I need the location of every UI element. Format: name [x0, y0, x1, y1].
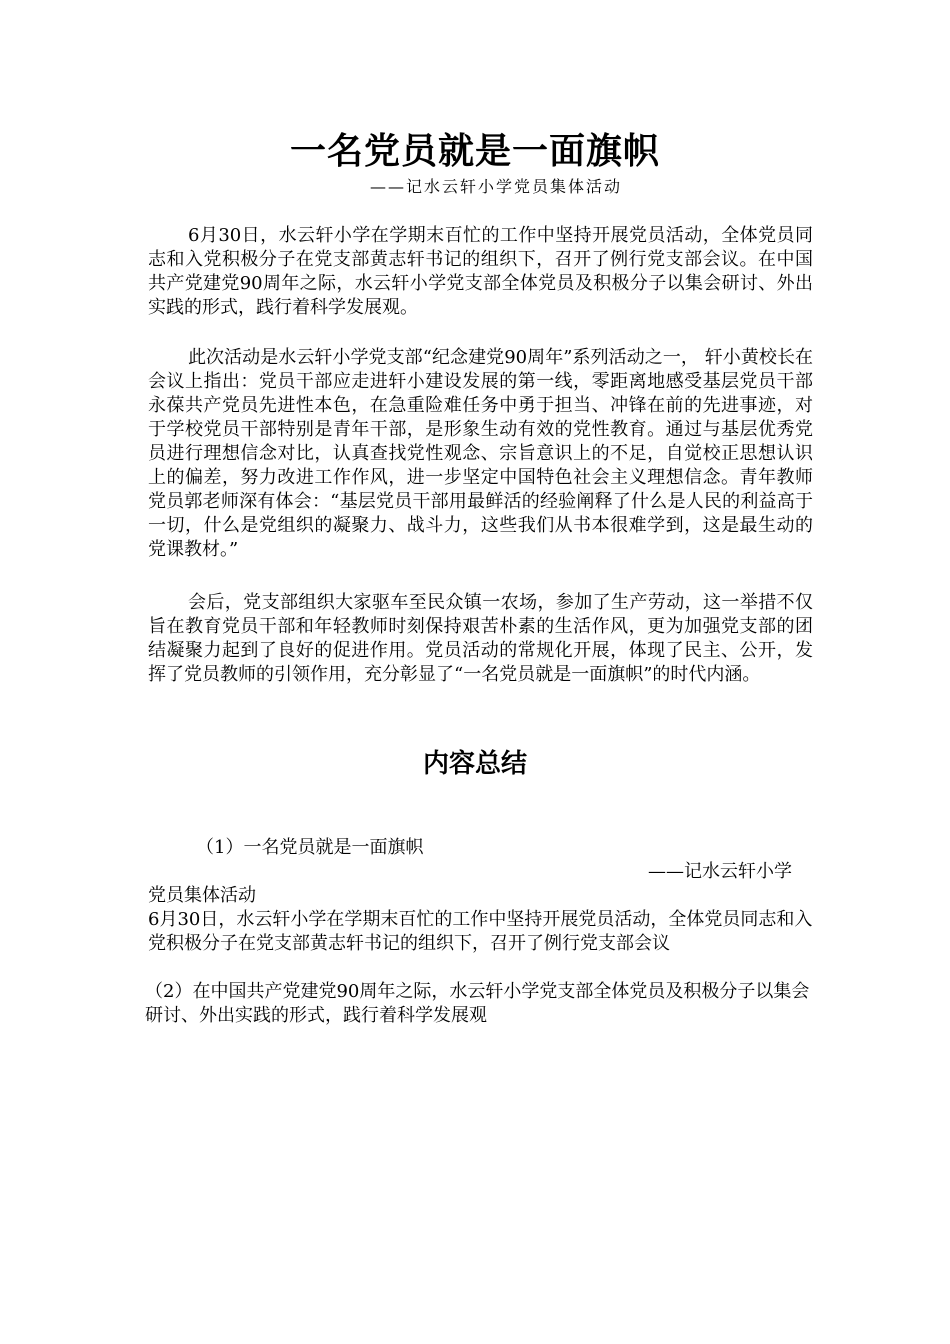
- summary-item-1: （1）一名党员就是一面旗帜: [196, 837, 424, 858]
- document-subtitle: ——记水云轩小学党员集体活动: [370, 177, 623, 196]
- summary-item-1-continuation: 党员集体活动: [148, 885, 256, 906]
- summary-item-1-text: 6月30日，水云轩小学在学期末百忙的工作中坚持开展党员活动，全体党员同志和入党积极分子在党支部黄志轩书记的组织下，召开了例行党支部会议: [148, 909, 813, 954]
- paragraph-3: 会后，党支部组织大家驱车至民众镇一农场，参加了生产劳动，这一举措不仅旨在教育党员干部和年轻教师时刻保持艰苦朴素的生活作风，更为加强党支部的团结凝聚力起到了良好的促进作用。党员活动的常规化开展，体现了民主、公开，发挥了党员教师的引领作用，充分彰显了“一名党员就是一面旗帜”的时代内涵。: [148, 592, 813, 685]
- summary-item-2: （2）在中国共产党建党90周年之际，水云轩小学党支部全体党员及积极分子以集会研讨、外出实践的形式，践行着科学发展观: [145, 981, 810, 1026]
- summary-item-1-subtitle: ——记水云轩小学: [648, 861, 792, 882]
- summary-heading: 内容总结: [422, 749, 527, 779]
- paragraph-2: 此次活动是水云轩小学党支部“纪念建党90周年”系列活动之一， 轩小黄校长在会议上指出：党员干部应走进轩小建设发展的第一线，零距离地感受基层党员干部永葆共产党员先进性本色，在急重险难任务中勇于担当、冲锋在前的先进事迹，对于学校党员干部特别是青年干部，是形象生动有效的党性教育。通过与基层优秀党员进行理想信念对比，认真查找党性观念、宗旨意识上的不足，自觉校正思想认识上的偏差，努力改进工作作风，进一步坚定中国特色社会主义理想信念。青年教师党员郭老师深有体会：“基层党员干部用最鲜活的经验阐释了什么是人民的利益高于一切，什么是党组织的凝聚力、战斗力，这些我们从书本很难学到，这是最生动的党课教材。”: [148, 347, 813, 560]
- document-title: 一名党员就是一面旗帜: [289, 131, 660, 172]
- paragraph-1: 6月30日，水云轩小学在学期末百忙的工作中坚持开展党员活动，全体党员同志和入党积极分子在党支部黄志轩书记的组织下，召开了例行党支部会议。在中国共产党建党90周年之际，水云轩小学党支部全体党员及积极分子以集会研讨、外出实践的形式，践行着科学发展观。: [148, 225, 813, 318]
